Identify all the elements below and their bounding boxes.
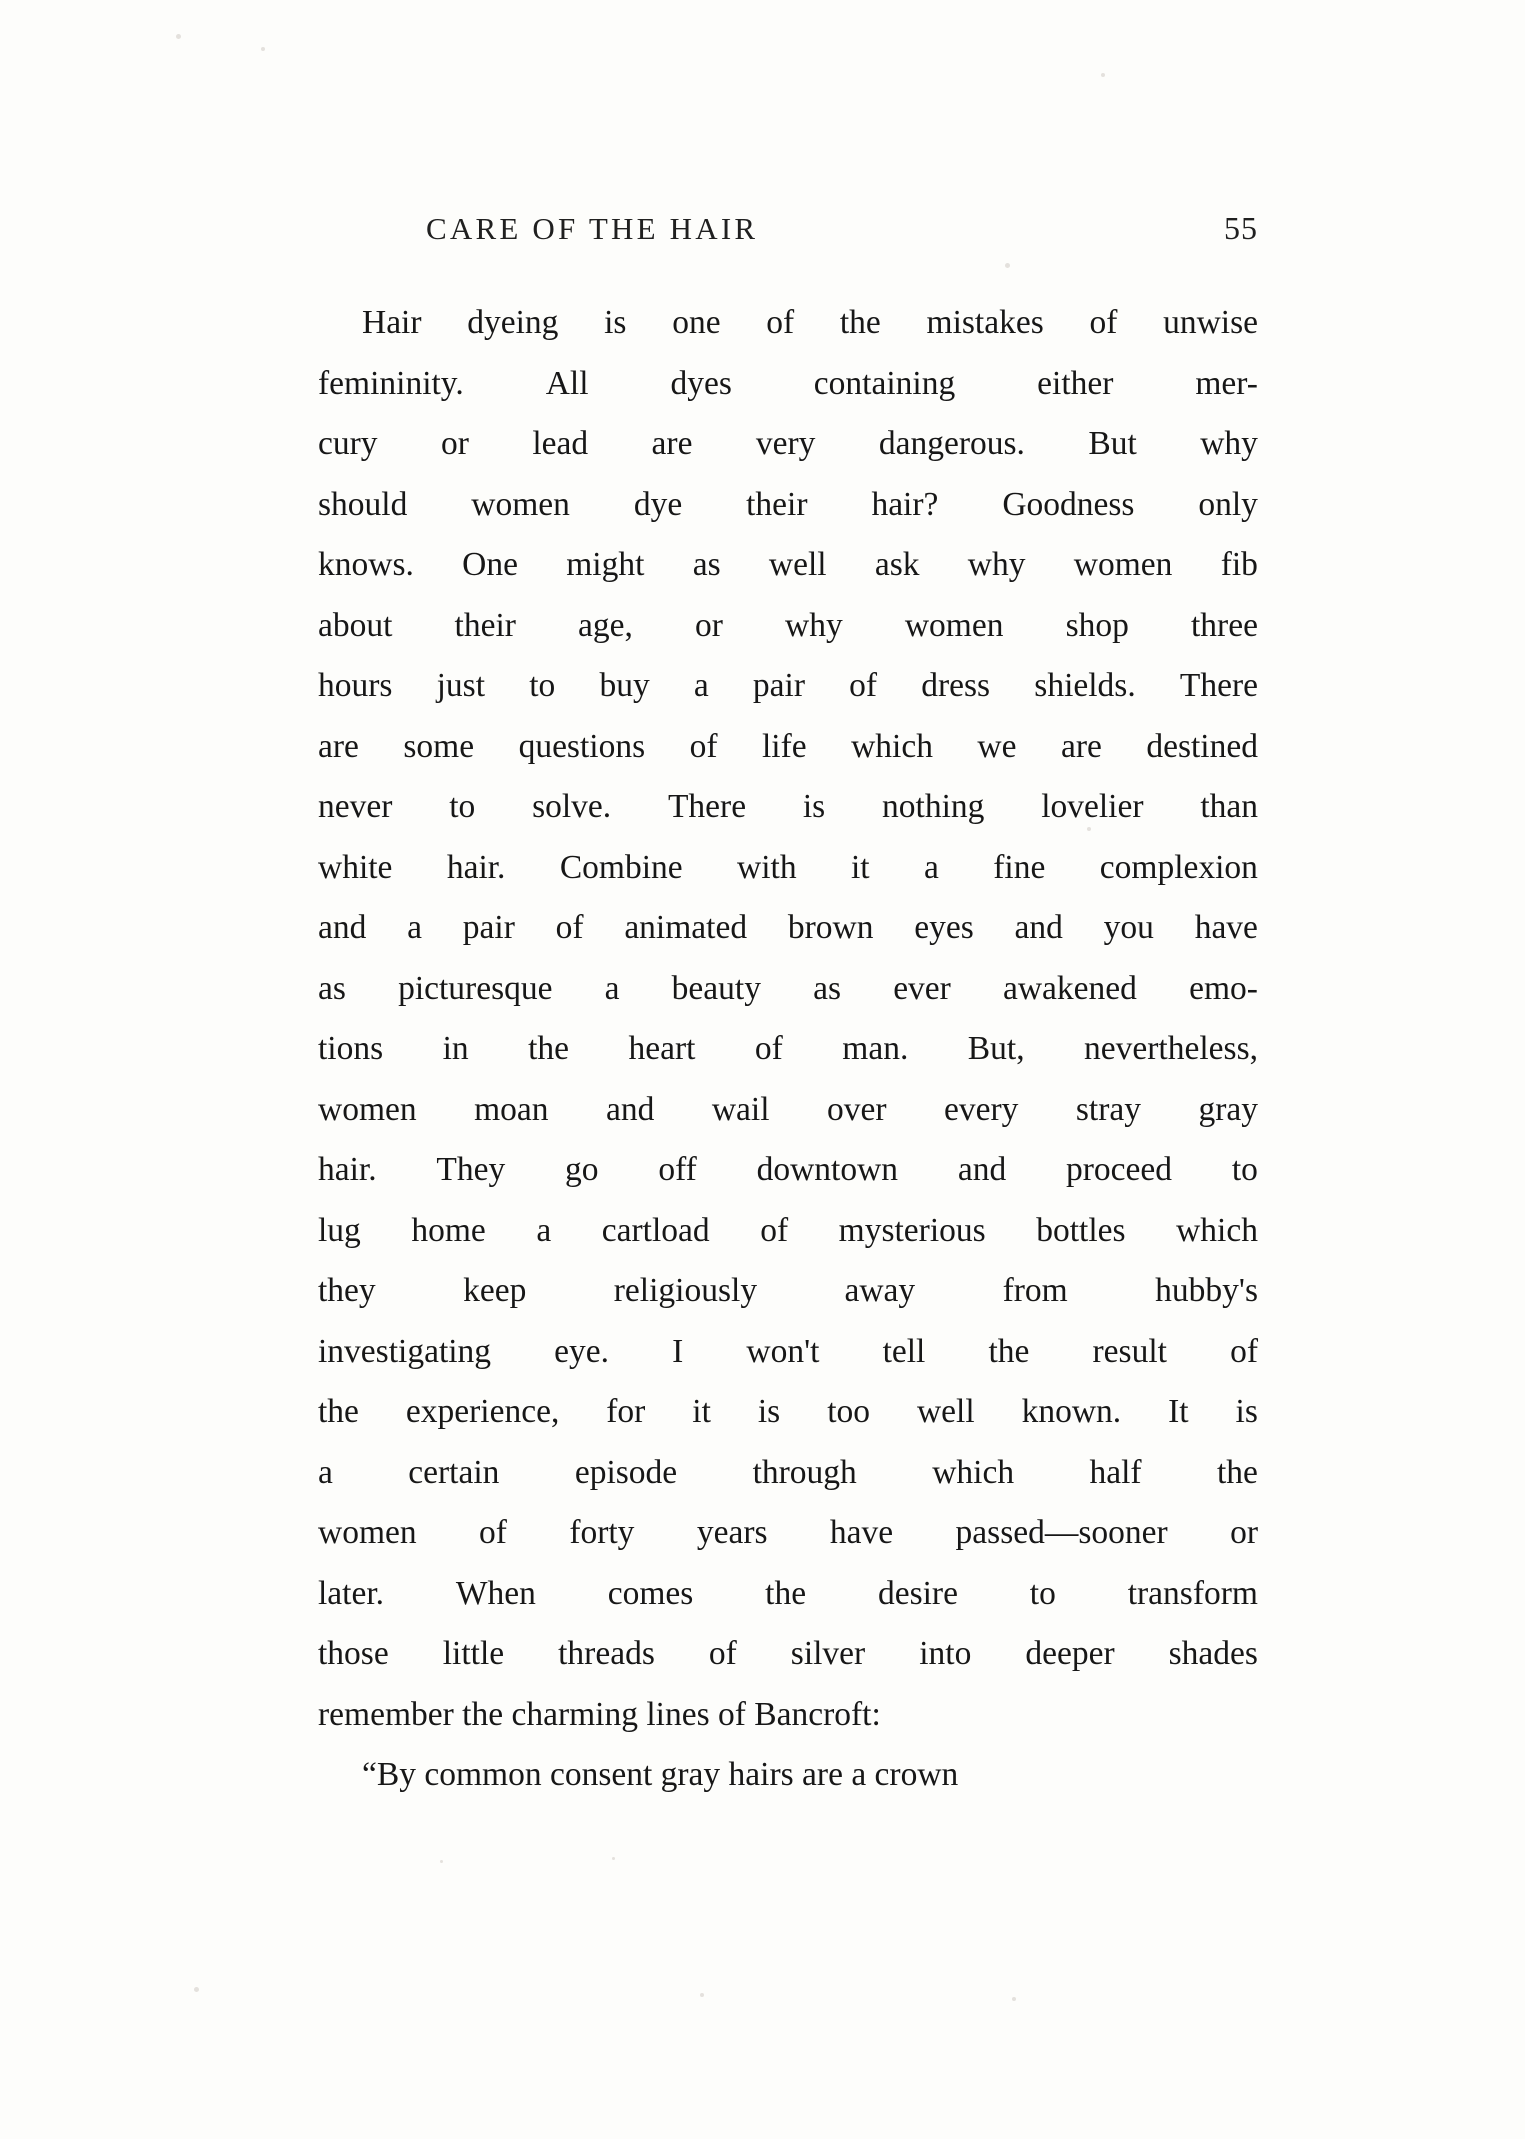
running-head [318,210,1258,247]
text-line: “By common consent gray hairs are a crown [362,1756,959,1793]
paragraph [318,1745,1258,1806]
text-line: cury or lead are very dangerous. But why [318,425,1258,462]
page-content [318,210,1258,1806]
text-line: the experience, for it is too well known. It is [318,1393,1258,1430]
paper-speck [612,1857,615,1860]
text-line: they keep religiously away from hubby's [318,1272,1258,1309]
paper-speck [176,34,181,39]
text-line: hours just to buy a pair of dress shields. There [318,667,1258,704]
text-line: about their age, or why women shop three [318,606,1258,644]
text-line: and a pair of animated brown eyes and you have [318,909,1258,946]
page-number: 55 [1224,210,1258,246]
paper-speck [700,1993,704,1997]
text-line: those little threads of silver into deeper shades [318,1635,1258,1672]
text-line: women of forty years have passed—sooner or [318,1514,1258,1551]
paragraph [318,293,1258,1745]
text-line: are some questions of life which we are destined [318,727,1258,765]
text-line: as picturesque a beauty as ever awakened emo- [318,969,1258,1007]
paper-speck [194,1987,199,1992]
paper-speck [1101,73,1105,77]
paper-speck [261,47,265,51]
text-line: should women dye their hair? Goodness only [318,485,1258,523]
body-text [318,293,1258,1806]
text-line: women moan and wail over every stray gray [318,1090,1258,1128]
text-line: remember the charming lines of Bancroft: [318,1695,881,1733]
text-line: white hair. Combine with it a fine complexion [318,848,1258,886]
text-line: knows. One might as well ask why women fib [318,546,1258,583]
paper-speck [1012,1997,1016,2001]
text-line: tions in the heart of man. But, nevertheless, [318,1030,1258,1067]
text-line: a certain episode through which half the [318,1453,1258,1491]
text-line: Hair dyeing is one of the mistakes of unwise [362,304,1258,341]
page-title: CARE OF THE HAIR [426,211,759,246]
text-line: never to solve. There is nothing lovelier than [318,788,1258,825]
text-line: lug home a cartload of mysterious bottles which [318,1211,1258,1249]
text-line: hair. They go off downtown and proceed to [318,1151,1258,1188]
text-line: later. When comes the desire to transform [318,1574,1258,1612]
text-line: investigating eye. I won't tell the result of [318,1332,1258,1370]
text-line: femininity. All dyes containing either mer- [318,364,1258,402]
paper-speck [440,1860,443,1863]
